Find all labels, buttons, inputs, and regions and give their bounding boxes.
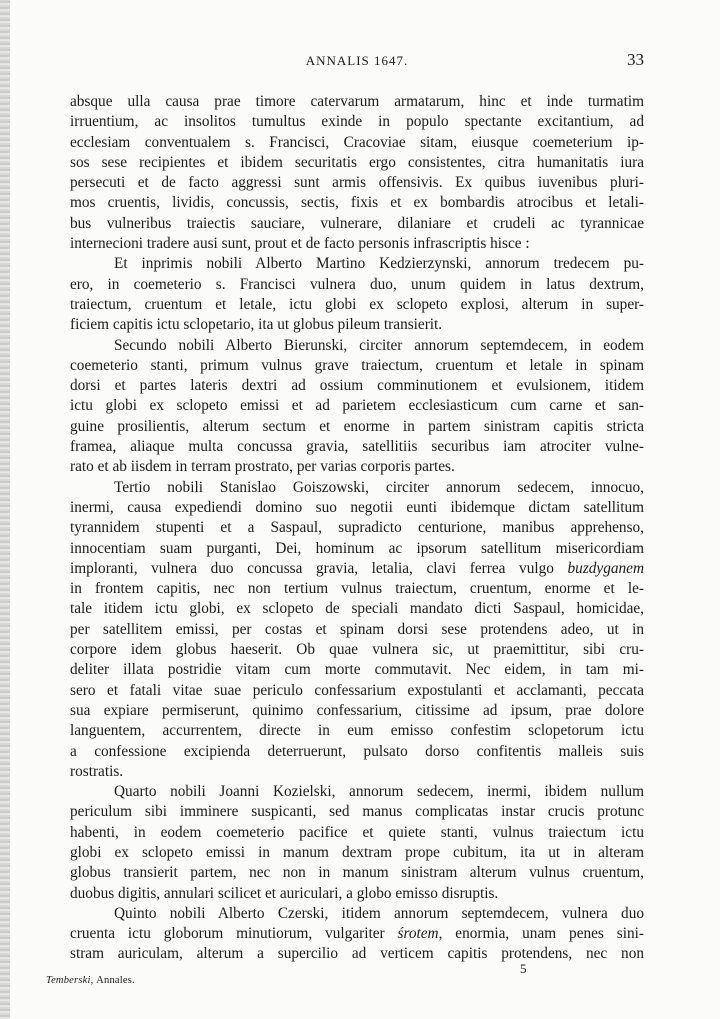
text-line: ictu globi ex sclopeto emissi et ad parietem ecclesiasticum cum carne et san- xyxy=(70,397,644,415)
text-line: globi ex sclopeto emissi in manum dextram prope cubitum, ita ut in alteram xyxy=(70,843,644,861)
text-line: imploranti, vulnera duo concussa gravia, letalia, clavi ferrea vulgo buzdyganem xyxy=(70,559,644,577)
text-line: languentem, accurrentem, directe in eum emisso confestim sclopetorum ictu xyxy=(70,722,644,740)
sheet-signature: 5 xyxy=(520,961,527,976)
text-line: habenti, in eodem coemeterio pacifice et quiete stanti, vulnus traiectum ictu xyxy=(70,823,644,841)
text-line: persecuti et de facto aggressi sunt armis offensivis. Ex quibus iuvenibus pluri- xyxy=(70,174,644,192)
text-line: ero, in coemeterio s. Francisci vulnera duo, unum quidem in latus dextrum, xyxy=(70,275,644,293)
text-line: Et inprimis nobili Alberto Martino Kedzierzynski, annorum tredecem pu- xyxy=(114,255,644,273)
text-line: framea, aliaque multa concussa gravia, satellitiis securibus iam atrociter vulne- xyxy=(70,438,644,456)
text-line: in frontem capitis, nec non tertium vulnus traiectum, cruentum, enorme et le- xyxy=(70,580,644,598)
text-line: inermi, causa expediendi domino suo negotii eunti ibidemque dictam satellitum xyxy=(70,498,644,516)
text-line: absque ulla causa prae timore catervarum armatarum, hinc et inde turmatim xyxy=(70,93,644,110)
text-line: sua expiare permiserunt, quinimo confessarium, citissime ad ipsum, prae dolore xyxy=(70,701,644,719)
text-line: Quinto nobili Alberto Czerski, itidem annorum septemdecem, vulnera duo xyxy=(114,904,644,922)
text-line: innocentiam suam purganti, Dei, hominum ac ipsorum satellitum misericordiam xyxy=(70,539,644,557)
page-number: 33 xyxy=(627,50,644,69)
text-line: irruentium, ac insolitos tumultus exinde in populo spectante excitantium, ad xyxy=(70,113,644,131)
running-title: ANNALIS 1647. xyxy=(305,53,409,68)
text-line: mos cruentis, lividis, concussis, sectis, fixis et ex bombardis atrocibus et letali- xyxy=(70,194,644,212)
text-line: tyrannidem stupenti et a Saspaul, supradicto centurione, manibus apprehenso, xyxy=(70,519,644,537)
text-line: ficiem capitis ictu sclopetario, ita ut globus pileum transierit. xyxy=(70,316,443,334)
text-line: rato et ab iisdem in terram prostrato, per varias corporis partes. xyxy=(70,458,455,476)
text-line: stram auriculam, alterum a supercilio ad verticem capitis protendens, nec non xyxy=(70,945,644,963)
text-line: dorsi et partes lateris dextri ad ossium comminutionem et evulsionem, itidem xyxy=(70,377,644,395)
text-line: Tertio nobili Stanislao Goiszowski, circiter annorum sedecem, innocuo, xyxy=(114,478,644,496)
text-line: Secundo nobili Alberto Bierunski, circiter annorum septemdecem, in eodem xyxy=(114,336,644,354)
text-line: Quarto nobili Joanni Kozielski, annorum sedecem, inermi, ibidem nullum xyxy=(114,783,644,801)
text-line: globus transierit partem, nec non in manum sinistram alterum vulnus cruentum, xyxy=(70,864,644,882)
text-line: tale itidem ictu globi, ex sclopeto de speciali mandato dicti Saspaul, homicidae, xyxy=(70,600,644,618)
text-line: corpore idem globus haeserit. Ob quae vulnera sic, ut praemittitur, sibi cru- xyxy=(70,641,644,659)
text-line: ecclesiam conventualem s. Francisci, Cracoviae sitam, eiusque coemeterium ip- xyxy=(70,133,644,151)
text-line: sero et fatali vitae suae periculo confessarium expostulanti et acclamanti, peccata xyxy=(70,681,644,699)
book-page xyxy=(70,50,644,965)
text-line: guine prosilientis, alterum sectum et enorme in partem sinistram capitis stricta xyxy=(70,417,644,435)
footer-work: Annales. xyxy=(96,975,135,986)
text-line: internecioni tradere ausi sunt, prout et de facto personis infrascriptis hisce : xyxy=(70,235,530,253)
text-line: per satellitem emissi, per costas et spinam dorsi sese protendens adeo, ut in xyxy=(70,620,644,638)
text-line: rostratis. xyxy=(70,762,124,780)
text-line: periculum sibi imminere suspicanti, sed manus complicatas instar crucis protunc xyxy=(70,803,644,821)
binding-edge xyxy=(0,0,10,1019)
text-line: bus vulneribus traiectis sauciare, vulnerare, dilaniare et crudeli ac tyrannicae xyxy=(70,214,644,232)
text-line: cruenta ictu globorum minutiorum, vulgariter śrotem, enormia, unam penes sini- xyxy=(70,925,644,943)
text-line: duobus digitis, annulari scilicet et auriculari, a globo emisso disruptis. xyxy=(70,884,499,902)
body-text xyxy=(70,92,644,965)
running-head xyxy=(70,50,644,74)
footer-signature xyxy=(46,975,135,986)
text-line: traiectum, cruentum et letale, ictu globi ex sclopeto explosi, alterum in super- xyxy=(70,295,644,313)
text-line: sos sese recipientes et ibidem securitatis ergo consistentes, citra humanitatis iura xyxy=(70,153,644,171)
text-line: deliter illata postridie vitam cum morte commutavit. Nec eidem, in tam mi- xyxy=(70,661,644,679)
italic-term: buzdyganem xyxy=(567,559,644,577)
text-line: coemeterio stanti, primum vulnus grave traiectum, cruentum et letale in spinam xyxy=(70,356,644,374)
text-line: a confessione excipienda deterruerunt, pulsato dorso confitentis malleis suis xyxy=(70,742,644,760)
page-footer xyxy=(46,961,620,991)
italic-term: śrotem xyxy=(397,925,439,943)
footer-author: Temberski, xyxy=(46,975,94,986)
